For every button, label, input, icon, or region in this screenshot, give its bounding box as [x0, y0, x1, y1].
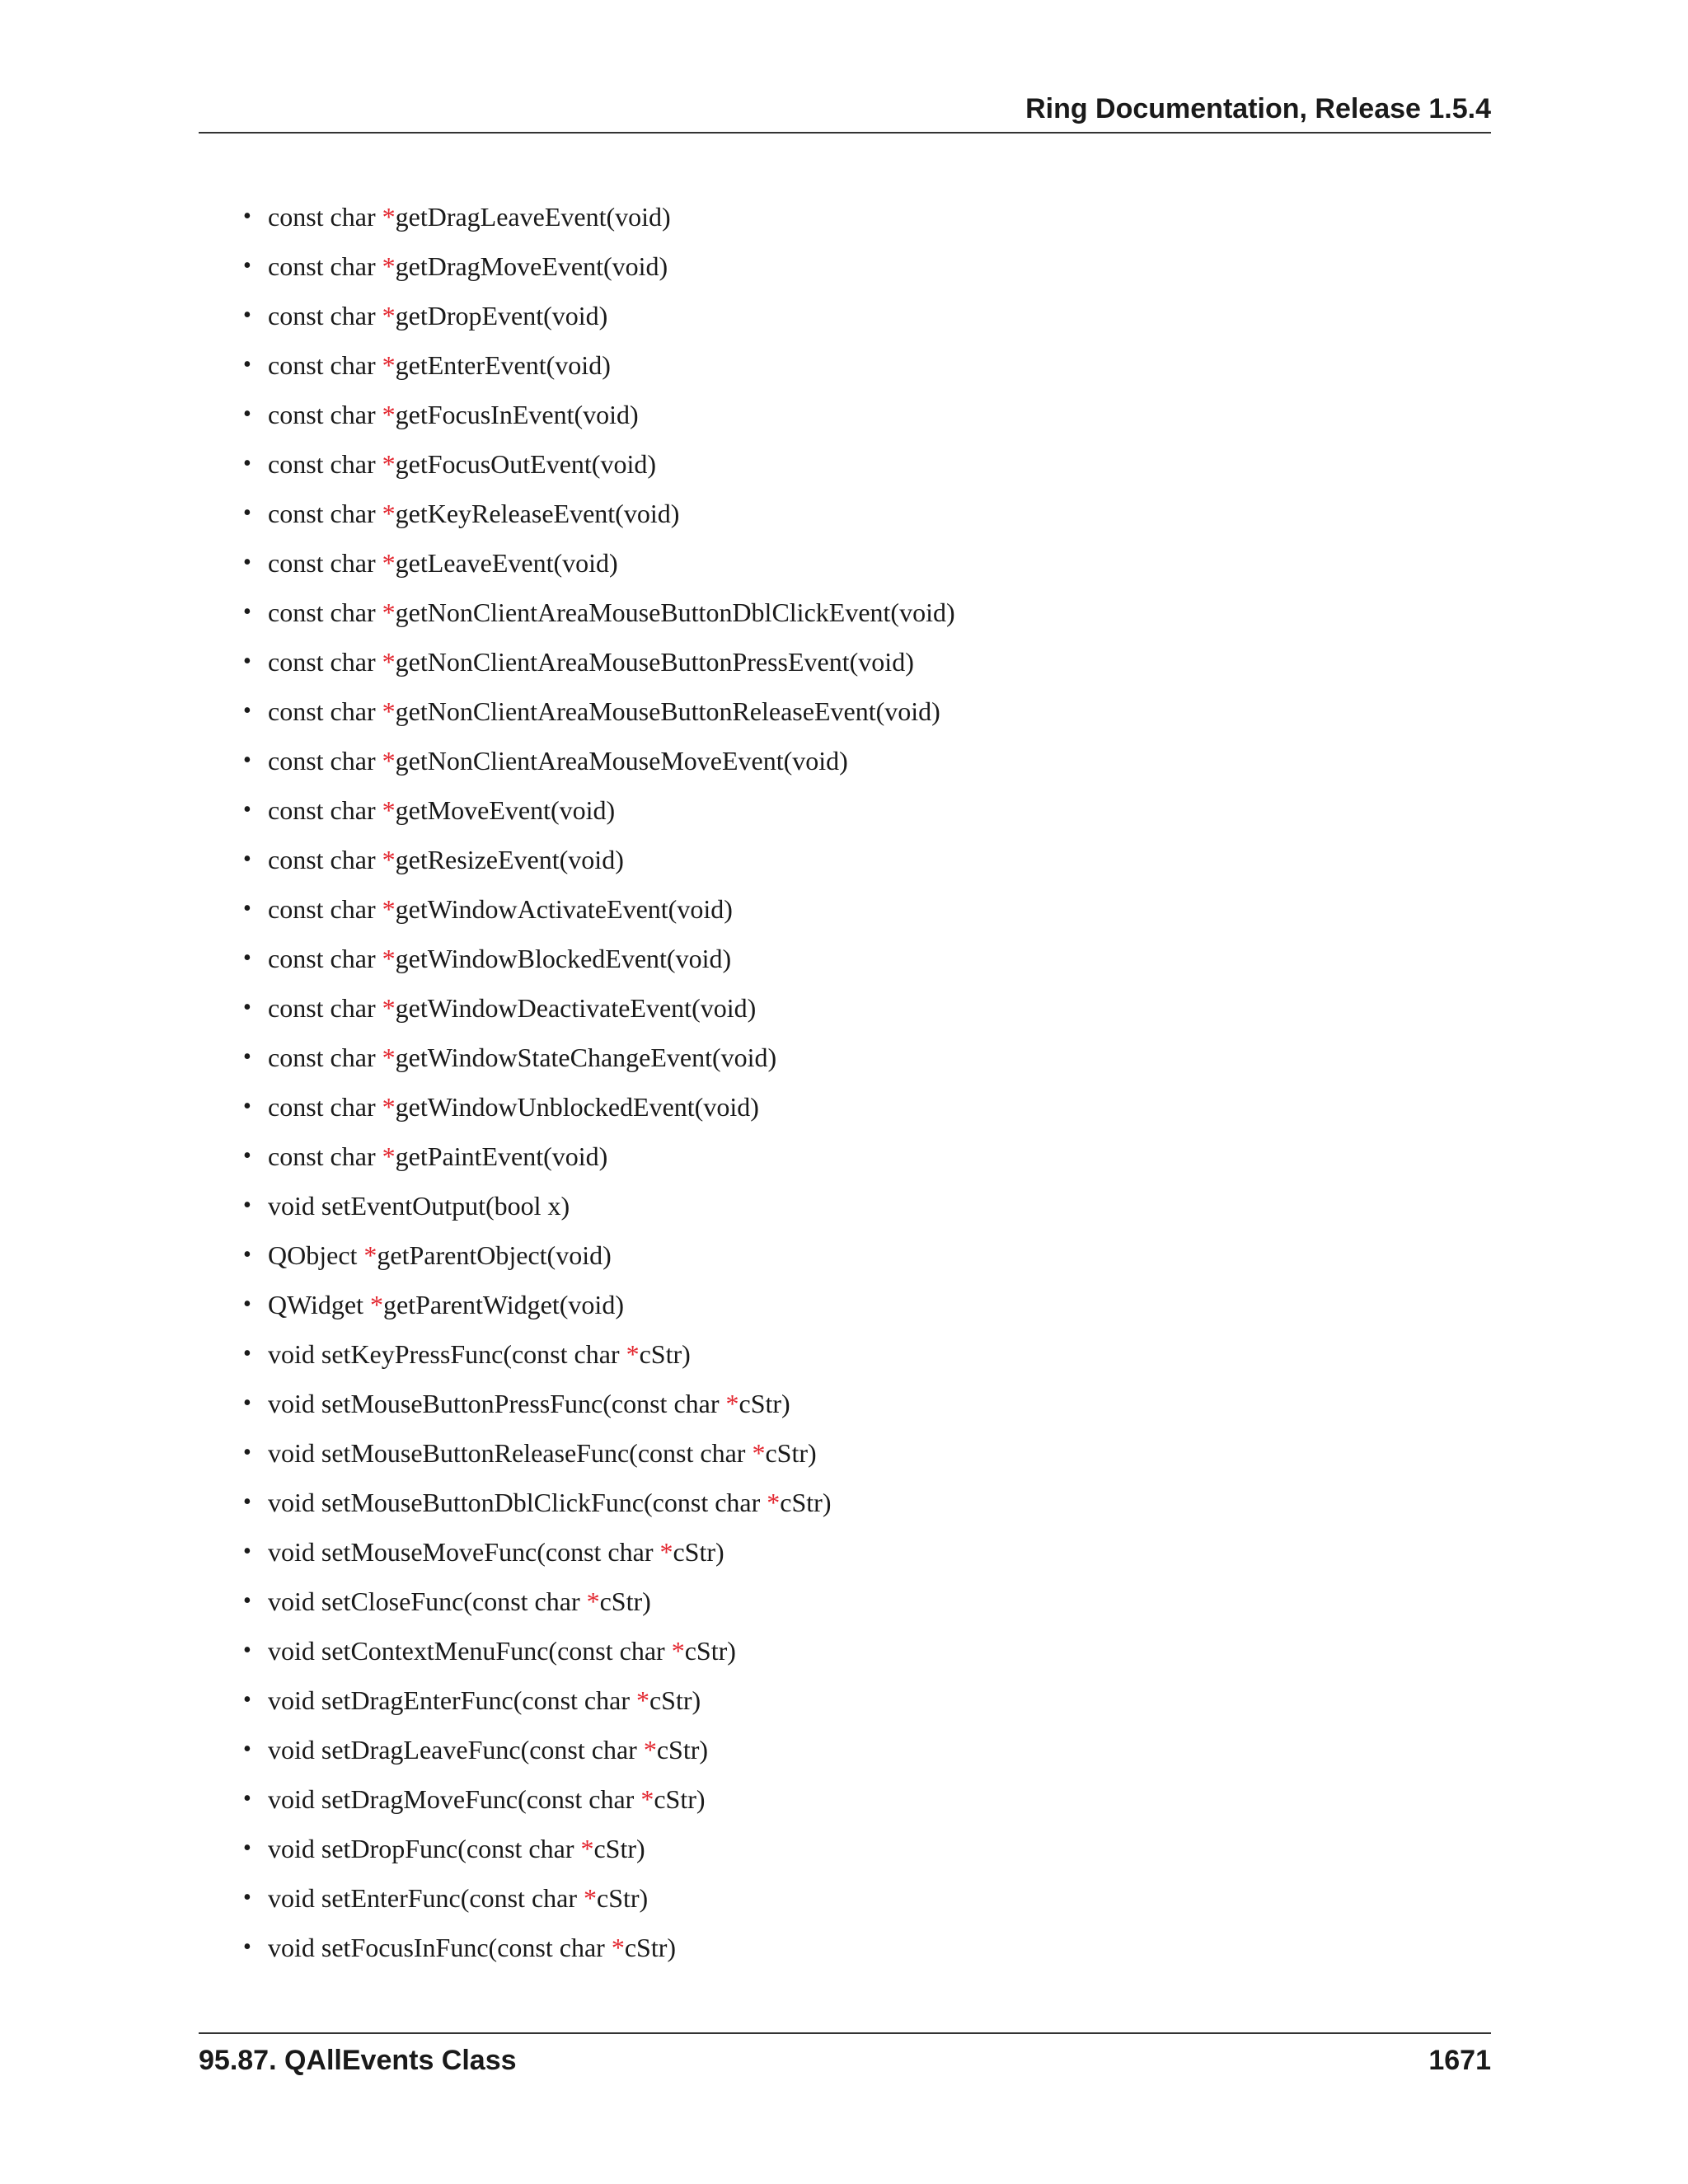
signature-prefix: void setMouseButtonPressFunc(const char [268, 1389, 726, 1418]
list-item [199, 247, 1491, 297]
signature-suffix: cStr) [656, 1735, 709, 1765]
signature-prefix: void setKeyPressFunc(const char [268, 1339, 626, 1369]
bullet-icon: • [243, 649, 251, 674]
bullet-icon: • [243, 1193, 251, 1218]
signature-suffix: getResizeEvent(void) [395, 845, 624, 874]
bullet-icon: • [243, 1885, 251, 1910]
list-item [199, 989, 1491, 1038]
page-header [199, 92, 1491, 134]
signature-prefix: const char [268, 251, 382, 281]
list-item [199, 346, 1491, 396]
bullet-icon: • [243, 451, 251, 476]
signature-suffix: cStr) [654, 1784, 706, 1814]
pointer-asterisk: * [382, 647, 396, 677]
signature-prefix: void setMouseButtonReleaseFunc(const char [268, 1438, 753, 1468]
bullet-icon: • [243, 1638, 251, 1663]
bullet-icon: • [243, 1242, 251, 1268]
main-content [199, 198, 1491, 1978]
list-item [199, 890, 1491, 940]
pointer-asterisk: * [659, 1537, 673, 1567]
signature-prefix: void setCloseFunc(const char [268, 1586, 587, 1616]
list-item [199, 692, 1491, 742]
pointer-asterisk: * [382, 400, 396, 429]
list-item [199, 1434, 1491, 1483]
pointer-asterisk: * [382, 944, 396, 973]
list-item [199, 1582, 1491, 1632]
pointer-asterisk: * [580, 1834, 594, 1863]
signature-prefix: const char [268, 548, 382, 578]
signature-prefix: const char [268, 944, 382, 973]
list-item [199, 1780, 1491, 1830]
bullet-icon: • [243, 1094, 251, 1119]
pointer-asterisk: * [382, 894, 396, 924]
section-title: 95.87. QAllEvents Class [199, 2045, 517, 2076]
bullet-icon: • [243, 1440, 251, 1465]
signature-prefix: const char [268, 746, 382, 776]
bullet-icon: • [243, 500, 251, 526]
signature-prefix: const char [268, 400, 382, 429]
pointer-asterisk: * [671, 1636, 685, 1666]
signature-prefix: const char [268, 1092, 382, 1122]
signature-suffix: cStr) [599, 1586, 651, 1616]
pointer-asterisk: * [382, 1141, 396, 1171]
list-item [199, 1483, 1491, 1533]
bullet-icon: • [243, 995, 251, 1020]
signature-prefix: void setDropFunc(const char [268, 1834, 581, 1863]
bullet-icon: • [243, 1390, 251, 1416]
list-item [199, 1088, 1491, 1137]
signature-suffix: getDragLeaveEvent(void) [395, 202, 671, 232]
signature-suffix: getWindowUnblockedEvent(void) [395, 1092, 759, 1122]
signature-prefix: const char [268, 894, 382, 924]
pointer-asterisk: * [382, 795, 396, 825]
bullet-icon: • [243, 1341, 251, 1366]
bullet-icon: • [243, 1786, 251, 1811]
pointer-asterisk: * [382, 993, 396, 1023]
list-item [199, 396, 1491, 445]
pointer-asterisk: * [586, 1586, 600, 1616]
signature-suffix: cStr) [684, 1636, 736, 1666]
signature-prefix: const char [268, 696, 382, 726]
pointer-asterisk: * [382, 202, 396, 232]
signature-prefix: void setEnterFunc(const char [268, 1883, 584, 1913]
pointer-asterisk: * [643, 1735, 657, 1765]
pointer-asterisk: * [382, 350, 396, 380]
bullet-icon: • [243, 1291, 251, 1317]
bullet-icon: • [243, 1687, 251, 1713]
pointer-asterisk: * [382, 251, 396, 281]
list-item [199, 1385, 1491, 1434]
list-item [199, 544, 1491, 593]
signature-suffix: cStr) [738, 1389, 790, 1418]
signature-suffix: cStr) [673, 1537, 724, 1567]
pointer-asterisk: * [725, 1389, 739, 1418]
list-item [199, 198, 1491, 247]
bullet-icon: • [243, 599, 251, 625]
page-number: 1671 [1428, 2045, 1491, 2076]
pointer-asterisk: * [611, 1933, 625, 1962]
signature-prefix: void setFocusInFunc(const char [268, 1933, 612, 1962]
bullet-icon: • [243, 302, 251, 328]
list-item [199, 1632, 1491, 1681]
signature-suffix: getDragMoveEvent(void) [395, 251, 668, 281]
bullet-icon: • [243, 945, 251, 971]
pointer-asterisk: * [382, 696, 396, 726]
bullet-icon: • [243, 401, 251, 427]
bullet-icon: • [243, 550, 251, 575]
list-item [199, 1236, 1491, 1286]
pointer-asterisk: * [382, 845, 396, 874]
signature-prefix: const char [268, 598, 382, 627]
bullet-icon: • [243, 1489, 251, 1515]
signature-suffix: getFocusOutEvent(void) [395, 449, 656, 479]
bullet-icon: • [243, 1835, 251, 1861]
signature-suffix: getWindowStateChangeEvent(void) [395, 1043, 777, 1072]
signature-prefix: const char [268, 499, 382, 528]
signature-prefix: void setDragLeaveFunc(const char [268, 1735, 644, 1765]
signature-prefix: const char [268, 301, 382, 330]
pointer-asterisk: * [635, 1685, 649, 1715]
list-item [199, 1929, 1491, 1978]
signature-suffix: cStr) [639, 1339, 691, 1369]
list-item [199, 1286, 1491, 1335]
signature-suffix: getNonClientAreaMouseButtonReleaseEvent(void) [395, 696, 940, 726]
document-title: Ring Documentation, Release 1.5.4 [1025, 93, 1491, 124]
signature-suffix: getWindowActivateEvent(void) [395, 894, 733, 924]
list-item [199, 1187, 1491, 1236]
signature-suffix: getNonClientAreaMouseButtonDblClickEvent(void) [395, 598, 955, 627]
list-item [199, 791, 1491, 841]
bullet-icon: • [243, 253, 251, 279]
bullet-icon: • [243, 1044, 251, 1070]
pointer-asterisk: * [382, 548, 396, 578]
signature-prefix: QObject [268, 1240, 364, 1270]
list-item [199, 1879, 1491, 1929]
list-item [199, 1681, 1491, 1731]
signature-prefix: void setEventOutput(bool x) [268, 1191, 570, 1221]
bullet-icon: • [243, 748, 251, 773]
list-item [199, 445, 1491, 494]
list-item [199, 1137, 1491, 1187]
signature-suffix: getKeyReleaseEvent(void) [395, 499, 680, 528]
signature-suffix: getParentObject(void) [377, 1240, 612, 1270]
signature-suffix: getWindowDeactivateEvent(void) [395, 993, 757, 1023]
list-item [199, 742, 1491, 791]
signature-prefix: void setMouseMoveFunc(const char [268, 1537, 660, 1567]
signature-prefix: const char [268, 795, 382, 825]
signature-prefix: void setContextMenuFunc(const char [268, 1636, 672, 1666]
signature-suffix: getFocusInEvent(void) [395, 400, 639, 429]
signature-prefix: const char [268, 1043, 382, 1072]
pointer-asterisk: * [382, 499, 396, 528]
list-item [199, 643, 1491, 692]
list-item [199, 593, 1491, 643]
list-item [199, 841, 1491, 890]
signature-prefix: void setDragEnterFunc(const char [268, 1685, 636, 1715]
signature-suffix: cStr) [597, 1883, 649, 1913]
pointer-asterisk: * [640, 1784, 654, 1814]
signature-prefix: const char [268, 647, 382, 677]
bullet-icon: • [243, 1934, 251, 1960]
list-item [199, 1731, 1491, 1780]
pointer-asterisk: * [363, 1240, 377, 1270]
bullet-icon: • [243, 797, 251, 823]
signature-suffix: getPaintEvent(void) [395, 1141, 608, 1171]
bullet-icon: • [243, 1143, 251, 1169]
pointer-asterisk: * [382, 449, 396, 479]
list-item [199, 1038, 1491, 1088]
api-function-list [199, 198, 1491, 1978]
bullet-icon: • [243, 1539, 251, 1564]
signature-suffix: getParentWidget(void) [383, 1290, 624, 1319]
pointer-asterisk: * [752, 1438, 766, 1468]
signature-suffix: getNonClientAreaMouseMoveEvent(void) [395, 746, 848, 776]
signature-suffix: cStr) [780, 1488, 832, 1517]
pointer-asterisk: * [382, 1092, 396, 1122]
pointer-asterisk: * [382, 301, 396, 330]
page-footer [199, 2032, 1491, 2083]
signature-prefix: const char [268, 449, 382, 479]
signature-suffix: getDropEvent(void) [395, 301, 608, 330]
signature-prefix: const char [268, 845, 382, 874]
signature-prefix: const char [268, 993, 382, 1023]
pointer-asterisk: * [382, 746, 396, 776]
bullet-icon: • [243, 698, 251, 724]
bullet-icon: • [243, 352, 251, 377]
pointer-asterisk: * [767, 1488, 781, 1517]
pointer-asterisk: * [370, 1290, 384, 1319]
signature-suffix: cStr) [593, 1834, 645, 1863]
list-item [199, 297, 1491, 346]
signature-prefix: void setDragMoveFunc(const char [268, 1784, 641, 1814]
pointer-asterisk: * [626, 1339, 640, 1369]
signature-prefix: const char [268, 202, 382, 232]
signature-suffix: cStr) [649, 1685, 701, 1715]
list-item [199, 1533, 1491, 1582]
pointer-asterisk: * [382, 1043, 396, 1072]
signature-prefix: const char [268, 350, 382, 380]
signature-suffix: getNonClientAreaMouseButtonPressEvent(void) [395, 647, 914, 677]
list-item [199, 1830, 1491, 1879]
signature-suffix: getEnterEvent(void) [395, 350, 611, 380]
list-item [199, 1335, 1491, 1385]
signature-suffix: getLeaveEvent(void) [395, 548, 618, 578]
bullet-icon: • [243, 896, 251, 921]
pointer-asterisk: * [382, 598, 396, 627]
signature-suffix: cStr) [765, 1438, 817, 1468]
signature-prefix: QWidget [268, 1290, 371, 1319]
pointer-asterisk: * [584, 1883, 597, 1913]
bullet-icon: • [243, 1588, 251, 1614]
signature-suffix: getWindowBlockedEvent(void) [395, 944, 732, 973]
signature-suffix: cStr) [624, 1933, 677, 1962]
signature-prefix: void setMouseButtonDblClickFunc(const char [268, 1488, 767, 1517]
list-item [199, 940, 1491, 989]
signature-prefix: const char [268, 1141, 382, 1171]
bullet-icon: • [243, 1736, 251, 1762]
bullet-icon: • [243, 846, 251, 872]
bullet-icon: • [243, 204, 251, 229]
list-item [199, 494, 1491, 544]
signature-suffix: getMoveEvent(void) [395, 795, 616, 825]
